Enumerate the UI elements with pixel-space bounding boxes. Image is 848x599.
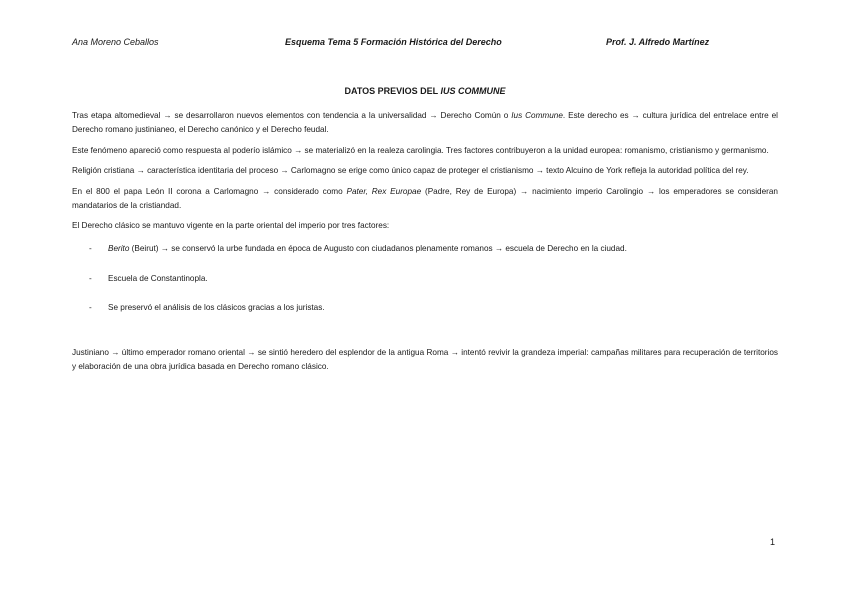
- list-dash: -: [89, 303, 92, 312]
- paragraph-islamic-response: Este fenómeno apareció como respuesta al poderío islámico → se materializó en la realeza carolingia. Tres factores contribuyeron a la unidad europea: romanismo, cristianismo y germanismo.: [72, 145, 769, 155]
- header-document-title: Esquema Tema 5 Formación Histórica del Derecho: [285, 37, 502, 47]
- document-body: [72, 109, 778, 380]
- page-number: 1: [770, 537, 776, 547]
- list-item: [72, 301, 778, 315]
- section-title-prefix: DATOS PREVIOS DEL: [344, 86, 441, 96]
- list-item: [72, 242, 778, 256]
- paragraph-italic-term: Pater, Rex Europae: [346, 186, 422, 196]
- paragraph-italic-term: Ius Commune: [511, 111, 563, 120]
- paragraph-text: . Este derecho es → cultura jurídica del entrelace entre el Derecho romano justinianeo, el Derecho canónico y el Derecho feudal.: [72, 111, 778, 134]
- paragraph-charlemagne-coronation: [72, 185, 778, 213]
- header-professor: Prof. J. Alfredo Martínez: [606, 37, 710, 47]
- spacer: [72, 331, 778, 346]
- list-item-text: Escuela de Constantinopla.: [108, 273, 208, 283]
- list-italic-term: Berito: [108, 244, 130, 253]
- paragraph-justinian: Justiniano → último emperador romano oriental → se sintió heredero del esplendor de la antigua Roma → intentó revivir la grandeza imperial: campañas militares para recuperación de territorios y elaboración de una obra jurídica basada en Derecho romano clásico.: [72, 347, 778, 371]
- section-title: [72, 86, 778, 96]
- list-dash: -: [89, 244, 92, 253]
- paragraph-ius-commune: [72, 109, 778, 137]
- paragraph-text: Tras etapa altomedieval → se desarrollaron nuevos elementos con tendencia a la universalidad → Derecho Común o: [72, 111, 512, 120]
- factors-list: [72, 242, 778, 315]
- page-header: [72, 37, 778, 51]
- header-author: Ana Moreno Ceballos: [72, 37, 159, 47]
- paragraph-text: En el 800 el papa León II corona a Carlomagno → considerado como: [72, 186, 347, 196]
- list-item-text: (Beirut) → se conservó la urbe fundada en época de Augusto con ciudadanos plenamente romanos → escuela de Derecho en la ciudad.: [129, 244, 627, 253]
- paragraph-text: (Padre, Rey de Europa) → nacimiento imperio Carolingio → los emperadores se consideran mandatarios de la cristiandad.: [72, 186, 778, 210]
- list-dash: -: [89, 273, 92, 283]
- paragraph-classic-law: El Derecho clásico se mantuvo vigente en la parte oriental del imperio por tres factores:: [72, 221, 390, 230]
- list-item-text: Se preservó el análisis de los clásicos gracias a los juristas.: [108, 303, 325, 312]
- section-title-italic: IUS COMMUNE: [440, 86, 506, 96]
- list-item: [72, 272, 778, 286]
- paragraph-christian-religion: Religión cristiana → característica identitaria del proceso → Carlomagno se erige como único capaz de proteger el cristianismo → texto Alcuino de York refleja la autoridad política del rey.: [72, 166, 749, 175]
